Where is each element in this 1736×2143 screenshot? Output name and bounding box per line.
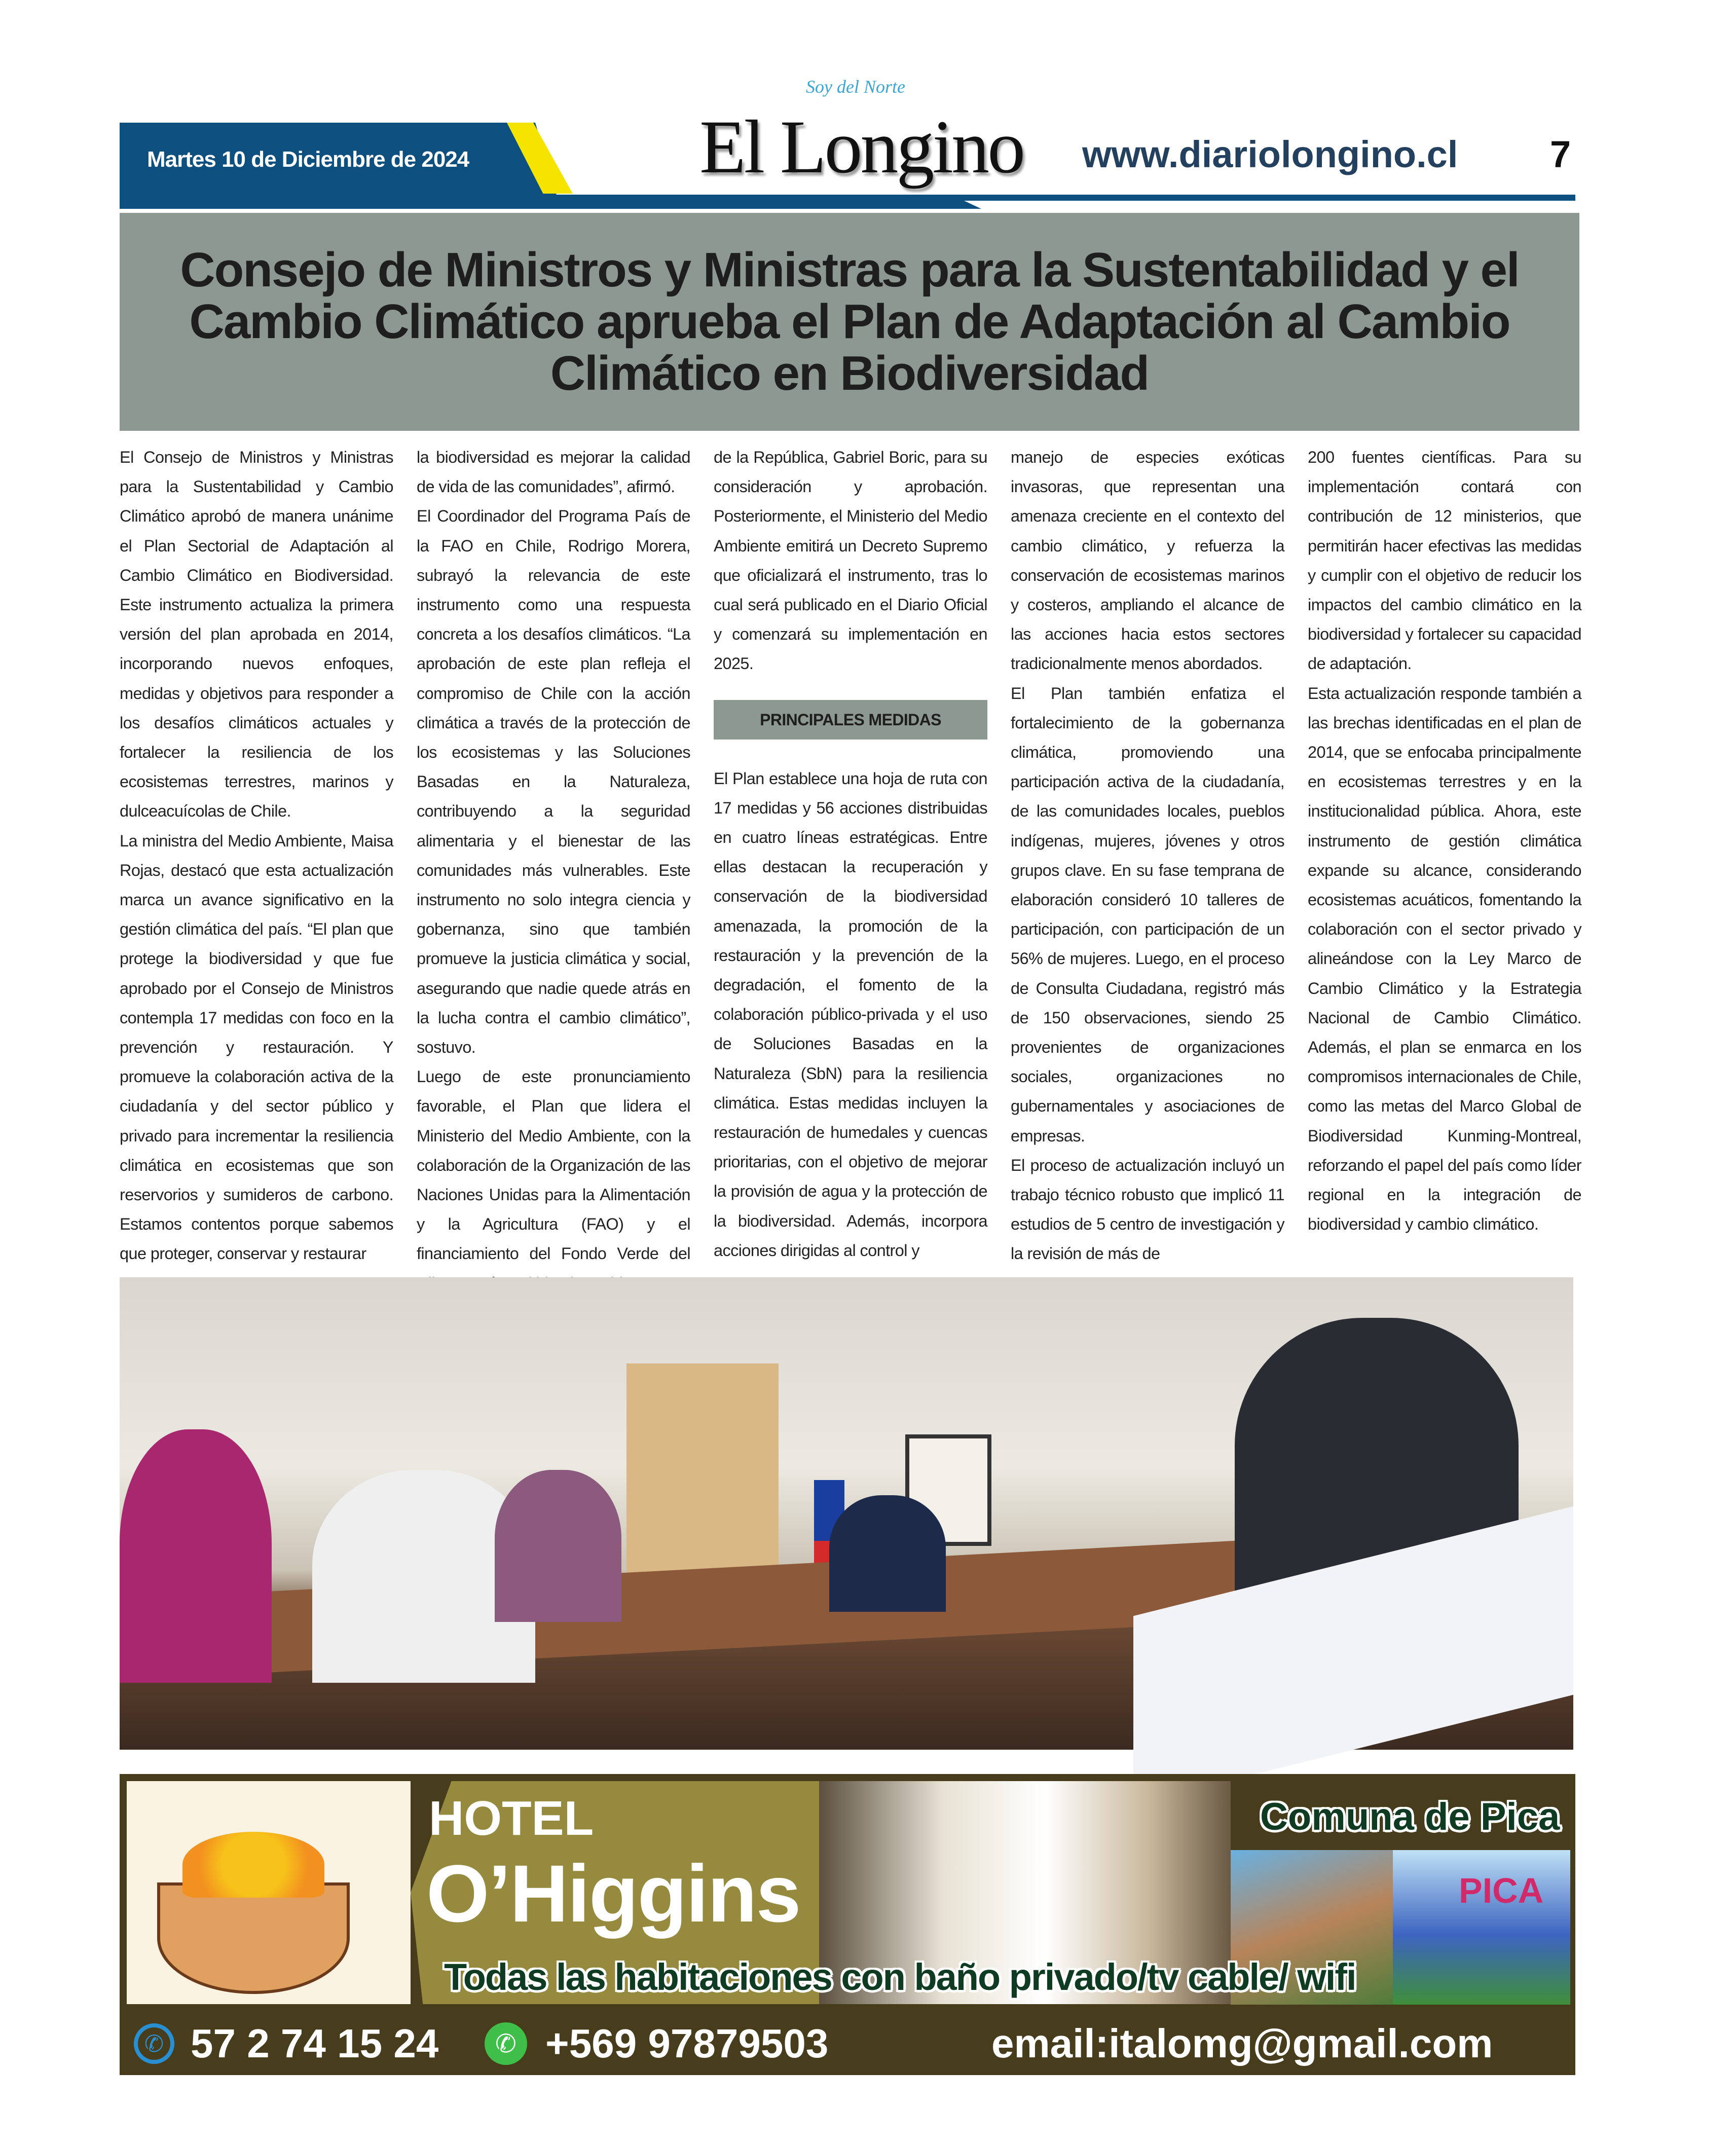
paragraph: La ministra del Medio Ambiente, Maisa Rojas, destacó que esta actualización marca un avance significativo en la gestión climática del país. “El plan que protege la biodiversidad y que fue aprobado por el Consejo de Ministros contempla 17 medidas con foco en la prevención y restauración. Y promueve la colaboración activa de la ciudadanía y del sector público y privado para incrementar la resiliencia climática en ecosistemas que son reservorios y sumideros de carbono. Estamos contentos porque sabemos que proteger, conservar y restaurar	[120, 831, 393, 1263]
fruit-icon	[182, 1832, 324, 1898]
pica-sign-photo	[1393, 1850, 1570, 2005]
paragraph: El Plan establece una hoja de ruta con 17 medidas y 56 acciones distribuidas en cuatro líneas estratégicas. Entre ellas destacan la recuperación y conservación de la biodiversidad amenazada, la promoción de la restauración y la prevención de la degradación, el fomento de la colaboración público-privada y el uso de Soluciones Basadas en la Naturaleza (SbN) para la resiliencia climática. Estas medidas incluyen la restauración de humedales y cuencas prioritarias, con el objetivo de mejorar la provisión de agua y la protección de la biodiversidad. Además, incorpora acciones dirigidas al control y	[714, 769, 987, 1260]
email-address[interactable]: email:italomg@gmail.com	[991, 2021, 1493, 2066]
meeting-photo	[120, 1277, 1573, 1750]
article-column-3	[714, 442, 987, 1269]
paragraph: Luego de este pronunciamiento favorable, el Plan que lidera el Ministerio del Medio Ambiente, con la colaboración de la Organización de las Naciones Unidas para la Alimentación y la Agricultura (FAO) y el financiamiento del Fondo Verde del	[417, 1067, 690, 1263]
paragraph: El Coordinador del Programa País de la FAO en Chile, Rodrigo Morera, subrayó la relevancia de este instrumento como una respuesta concreta a los desafíos climáticos. “La aprobación de este plan refleja el compromiso de Chile con la acción climática a través de la protección de los ecosistemas y las Soluciones Basadas en la Naturaleza, contribuyendo a la seguridad alimentaria y el bienestar de las comunidades más vulnerables. Este instrumento no solo integra ciencia y gobernanza, sino que también promueve la justicia climática y social, asegurando que nadie quede atrás en la lucha contra el cambio climático”, sostuvo.	[417, 507, 690, 1057]
paragraph: Esta actualización responde también a las brechas identificadas en el plan de 2014, que se enfocaba principalmente en ecosistemas terrestres y en la institucionalidad pública. Ahora, este instrumento de gestión climática expande su alcance, considerando ecosistemas acuáticos, fomentando la colaboración con el sector privado y alineándose con la Ley Marco de Cambio Climático y la Estrategia Nacional de Cambio Climático. Además, el plan se enmarca en los compromisos internacionales de Chile, como las metas del Marco Global de Biodiversidad Kunming-Montreal, reforzando el papel del país como líder regional en la integración de biodiversidad y cambio climático.	[1308, 684, 1581, 1234]
paragraph: El Plan también enfatiza el fortalecimiento de la gobernanza climática, promoviendo una participación activa de la ciudadanía, de las comunidades locales, pueblos indígenas, mujeres, jóvenes y otros grupos clave. En su fase temprana de elaboración consideró 10 talleres de participación, con participación de un 56% de mujeres. Luego, en el proceso de Consulta Ciudadana, registró más de 150 observaciones, siendo 25 provenientes de organizaciones sociales, organizaciones no gubernamentales y asociaciones de empresas.	[1011, 684, 1284, 1145]
paragraph: manejo de especies exóticas invasoras, que representan una amenaza creciente en el contexto del cambio climático, y refuerza la conservación de ecosistemas marinos y costeros, ampliando el alcance de las acciones hacia estos sectores tradicionalmente menos abordados.	[1011, 448, 1284, 673]
region-label: Comuna de Pica	[1260, 1795, 1560, 1838]
hotel-advertisement	[120, 1774, 1575, 2075]
phone-icon: ✆	[134, 2023, 174, 2064]
person	[120, 1429, 272, 1683]
hotel-name: O’Higgins	[426, 1848, 800, 1939]
header-rule-lower	[120, 201, 981, 209]
headline: Consejo de Ministros y Ministras para la Sustentabilidad y el Cambio Climático aprueba el Plan de Adaptación al Cambio Climático en Biodiversidad	[180, 243, 1519, 400]
paragraph: El Consejo de Ministros y Ministras para la Sustentabilidad y Cambio Climático aprobó de manera unánime el Plan Sectorial de Adaptación al Cambio Climático en Biodiversidad. Este instrumento actualiza la primera versión del plan aprobada en 2014, incorporando nuevos enfoques, medidas y objetivos para responder a los desafíos climáticos actuales y fortalecer la resiliencia de los ecosistemas terrestres, marinos y dulceacuícolas de Chile.	[120, 448, 393, 821]
article-column-5	[1308, 442, 1581, 1269]
contact-bar	[120, 2012, 1575, 2075]
paragraph: la biodiversidad es mejorar la calidad de vida de las comunidades”, afirmó.	[417, 448, 690, 496]
hotel-label: HOTEL	[429, 1791, 594, 1845]
paragraph: El proceso de actualización incluyó un trabajo técnico robusto que implicó 11 estudios de 5 centro de investigación y la revisión de más de	[1011, 1156, 1284, 1263]
page-number: 7	[1550, 133, 1571, 175]
pica-sign-text: PICA	[1459, 1871, 1544, 1910]
headline-box	[120, 213, 1579, 431]
article-column-4	[1011, 442, 1284, 1269]
website-url[interactable]: www.diariolongino.cl	[1082, 133, 1458, 175]
ad-tagline: Todas las habitaciones con baño privado/tv cable/ wifi	[444, 1956, 1356, 1998]
header-rule	[120, 195, 1575, 201]
article-column-1	[120, 442, 393, 1269]
section-subheading: PRINCIPALES MEDIDAS	[714, 700, 987, 740]
person	[829, 1495, 946, 1612]
logo-tagline: Soy del Norte	[806, 77, 905, 97]
issue-date: Martes 10 de Diciembre de 2024	[147, 147, 469, 172]
article-column-2	[417, 442, 690, 1269]
fruit-basket-icon	[157, 1882, 350, 1994]
paragraph: 200 fuentes científicas. Para su implementación contará con contribución de 12 ministerios, que permitirán hacer efectivas las medidas y cumplir con el objetivo de reducir los impactos del cambio climático en la biodiversidad y fortalecer su capacidad de adaptación.	[1308, 448, 1581, 673]
whatsapp-icon: ✆	[485, 2022, 527, 2065]
whatsapp-number[interactable]: +569 97879503	[545, 2021, 829, 2066]
newspaper-logo: El Longino	[699, 105, 1024, 189]
person	[495, 1470, 621, 1622]
ad-fruit-panel	[127, 1781, 411, 2004]
paragraph: de la República, Gabriel Boric, para su consideración y aprobación. Posteriormente, el Ministerio del Medio Ambiente emitirá un Decreto Supremo que oficializará el instrumento, tras lo cual será publicado en el Diario Oficial y comenzará su implementación en 2025.	[714, 448, 987, 673]
phone-number[interactable]: 57 2 74 15 24	[191, 2021, 439, 2066]
